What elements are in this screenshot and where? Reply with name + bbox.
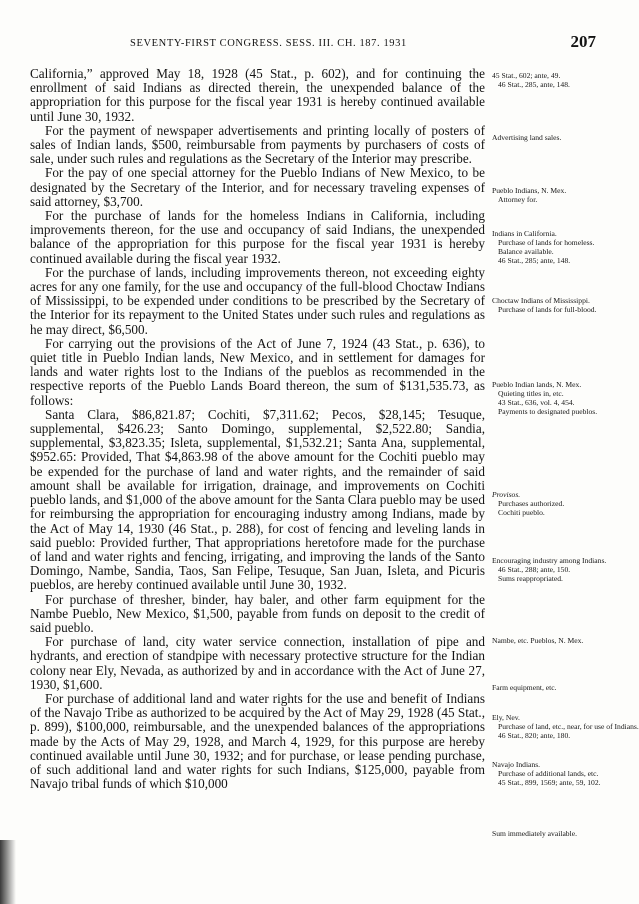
margin-note-line: Encouraging industry among Indians. bbox=[492, 556, 607, 565]
margin-note-line: Purchase of lands for full-blood. bbox=[498, 305, 597, 314]
margin-note-line: 45 Stat., 899, 1569; ante, 59, 102. bbox=[498, 778, 601, 787]
paragraph: Santa Clara, $86,821.87; Cochiti, $7,311.62; Pecos, $28,145; Tesuque, supplemental, $426.23; Santo Domingo, supplemental, $2,522.80; Sandia, supplemental, $3,823.35; Isleta, supplemental, $1,532.21; Santa Ana, supplemental, $952.65: Provided, That $4,863.98 of the above amount for the Cochiti pueblo may be expended for the purchase of land and water rights, and the remainder of said amount shall be available for irrigation, drainage, and improvements on Cochiti pueblo lands, and $1,000 of the above amount for the Santa Clara pueblo may be used for reimbursing the appropriation for encouraging industry among Indians, made by the Act of May 14, 1930 (46 Stat., p. 288), for cost of fencing and leveling lands in said pueblo: Provided further, That appropriations heretofore made for the purchase of land and water rights and fencing, irrigating, and improving the lands of the Santo Domingo, Nambe, Sandia, Taos, San Felipe, Tesuque, San Juan, Isleta, and Picuris pueblos, are hereby continued available until June 30, 1932. bbox=[30, 406, 485, 593]
margin-note-line: Purchase of additional lands, etc. bbox=[498, 769, 599, 778]
margin-note-line: Quieting titles in, etc. bbox=[498, 389, 564, 398]
margin-note-line: Advertising land sales. bbox=[492, 133, 562, 142]
margin-note bbox=[492, 829, 596, 838]
margin-note bbox=[492, 71, 596, 89]
margin-note bbox=[492, 713, 639, 740]
margin-note-line: Payments to designated pueblos. bbox=[498, 407, 598, 416]
page-number: 207 bbox=[570, 32, 596, 51]
margin-note-line: Provisos. bbox=[492, 490, 521, 499]
paragraph: For purchase of thresher, binder, hay baler, and other farm equipment for the Nambe Pueblo, New Mexico, $1,500, payable from funds on deposit to the credit of said pueblo. bbox=[30, 591, 485, 635]
paragraph: For purchase of land, city water service connection, installation of pipe and hydrants, and erection of standpipe with necessary protective structure for the Indian colony near Ely, Nevada, as authorized by and in accordance with the Act of June 27, 1930, $1,600. bbox=[30, 634, 485, 692]
margin-note bbox=[492, 186, 596, 204]
paragraph: For carrying out the provisions of the Act of June 7, 1924 (43 Stat., p. 636), to quiet title in Pueblo Indian lands, New Mexico, and in settlement for damages for lands and water rights lost to the Indians of the pueblos as recommended in the respective reports of the Pueblo Lands Board thereon, the sum of $131,535.73, as follows: bbox=[30, 335, 485, 408]
margin-note bbox=[492, 133, 596, 142]
margin-note-line: Ely, Nev. bbox=[492, 713, 520, 722]
margin-note-line: 46 Stat., 285; ante, 148. bbox=[498, 256, 571, 265]
page-header bbox=[30, 32, 596, 52]
margin-note-line: Purchase of land, etc., near, for use of Indians. bbox=[498, 722, 639, 731]
margin-note-line: Sums reappropriated. bbox=[498, 574, 563, 583]
margin-note bbox=[492, 760, 601, 787]
margin-note-line: 45 Stat., 602; ante, 49. bbox=[492, 71, 561, 80]
margin-note-line: Balance available. bbox=[498, 247, 554, 256]
margin-note-line: Purchases authorized. bbox=[498, 499, 565, 508]
paragraph: For purchase of additional land and water rights for the use and benefit of Indians of the Navajo Tribe as authorized to be acquired by the Act of May 29, 1928 (45 Stat., p. 899), $100,000, reimbursable, and the unexpended balances of the appropriations made by the Acts of May 29, 1928, and March 4, 1929, for this purpose are hereby continued available until June 30, 1932; and for purchase, or lease pending purchase, of such additional land and water rights for such Indians, $125,000, payable from Navajo tribal funds of which $10,000 bbox=[30, 690, 485, 792]
margin-note-line: Attorney for. bbox=[498, 195, 538, 204]
margin-note bbox=[492, 556, 607, 583]
margin-note-line: Cochiti pueblo. bbox=[498, 508, 545, 517]
margin-note-line: Choctaw Indians of Mississippi. bbox=[492, 296, 590, 305]
margin-note bbox=[492, 380, 596, 416]
paragraph: For the payment of newspaper advertisements and printing locally of posters of sales of Indian lands, $500, reimbursable from payments by purchasers of costs of sale, under such rules and regulations as the Secretary of the Interior may prescribe. bbox=[30, 122, 485, 167]
paragraph: For the purchase of lands for the homeless Indians in California, including improvements thereon, for the use and occupancy of said Indians, the unexpended balance of the appropriation for this purpose for the fiscal year 1931 is hereby continued available during the fiscal year 1932. bbox=[30, 208, 485, 266]
margin-note-line: 46 Stat., 820; ante, 180. bbox=[498, 731, 571, 740]
margin-note bbox=[492, 296, 596, 314]
margin-note-line: Pueblo Indians, N. Mex. bbox=[492, 186, 567, 195]
scan-shadow bbox=[0, 840, 16, 904]
margin-note-line: Pueblo Indian lands, N. Mex. bbox=[492, 380, 582, 389]
margin-note-line: 43 Stat., 636, vol. 4, 454. bbox=[498, 398, 575, 407]
margin-note bbox=[492, 229, 596, 265]
paragraph: For the pay of one special attorney for the Pueblo Indians of New Mexico, to be designated by the Secretary of the Interior, and for necessary traveling expenses of said attorney, $3,700. bbox=[30, 165, 485, 209]
main-text-column bbox=[30, 67, 485, 791]
running-head: SEVENTY-FIRST CONGRESS. SESS. III. CH. 187. 1931 bbox=[130, 38, 407, 49]
margin-note-line: Navajo Indians. bbox=[492, 760, 541, 769]
margin-note-line: Nambe, etc. Pueblos, N. Mex. bbox=[492, 636, 584, 645]
margin-note-line: Indians in California. bbox=[492, 229, 557, 238]
paragraph: For the purchase of lands, including improvements thereon, not exceeding eighty acres for any one family, for the use and occupancy of the full-blood Choctaw Indians of Mississippi, to be expended under conditions to be prescribed by the Secretary of the Interior for its repayment to the United States under such rules and regulations as he may direct, $6,500. bbox=[30, 264, 485, 337]
margin-note-line: 46 Stat., 288; ante, 150. bbox=[498, 565, 571, 574]
margin-note bbox=[492, 490, 596, 517]
margin-note-line: Purchase of lands for homeless. bbox=[498, 238, 595, 247]
paragraph: California,” approved May 18, 1928 (45 Stat., p. 602), and for continuing the enrollment of said Indians as directed therein, the unexpended balance of the appropriation for this purpose for the fiscal year 1931 is hereby continued available until June 30, 1932. bbox=[30, 66, 485, 124]
margin-note-line: Farm equipment, etc. bbox=[492, 683, 557, 692]
margin-note-line: 46 Stat., 285, ante, 148. bbox=[498, 80, 570, 89]
margin-note bbox=[492, 683, 596, 692]
margin-note-line: Sum immediately available. bbox=[492, 829, 577, 838]
margin-note bbox=[492, 636, 596, 645]
